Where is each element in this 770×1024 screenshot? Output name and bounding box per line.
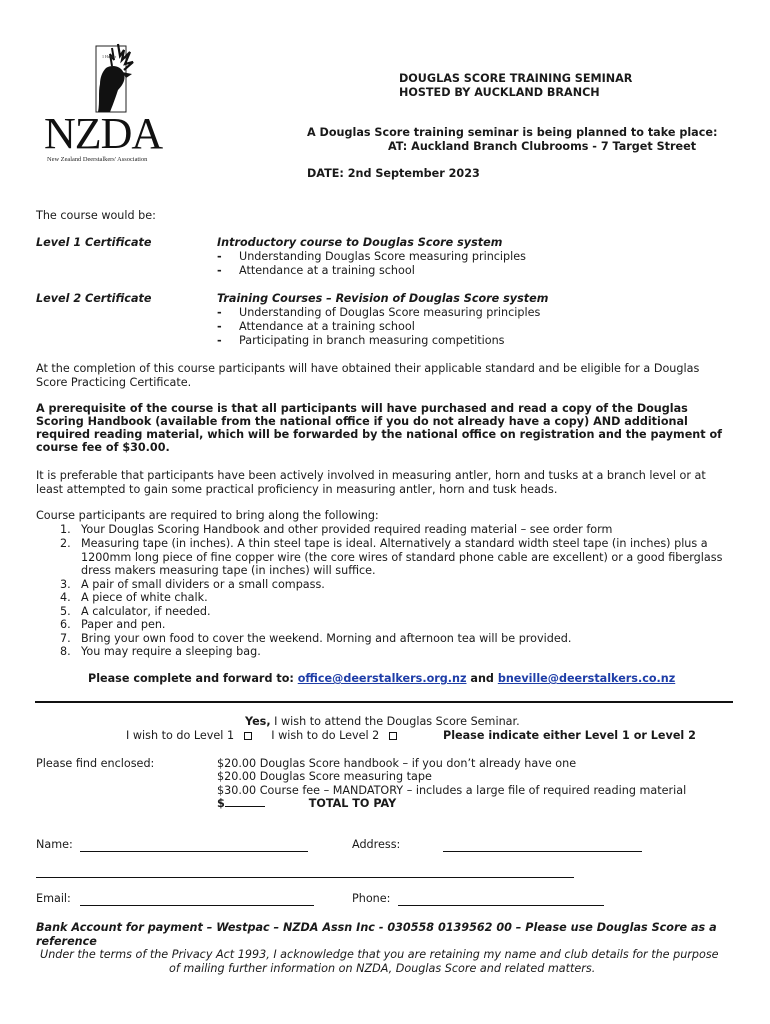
list-item: dress makers measuring tape (in inches) will suffice. <box>81 564 376 577</box>
office-email-link[interactable]: office@deerstalkers.org.nz <box>297 672 467 685</box>
prerequisite-text: course fee of $30.00. <box>36 441 170 454</box>
phone-field[interactable] <box>398 892 604 906</box>
address-label: Address: <box>352 838 401 851</box>
level2-checkbox[interactable] <box>389 732 397 740</box>
list-item: A piece of white chalk. <box>81 591 208 604</box>
level1-label: Level 1 Certificate <box>36 236 152 249</box>
total-line <box>217 797 396 810</box>
prerequisite-text: required reading material, which will be forwarded by the national office on registration and the payment of <box>36 428 723 441</box>
list-item: Bring your own food to cover the weekend. Morning and afternoon tea will be provided. <box>81 632 572 645</box>
list-item: Your Douglas Scoring Handbook and other provided required reading material – see order form <box>81 523 613 536</box>
list-item: Paper and pen. <box>81 618 166 631</box>
completion-text: Score Practicing Certificate. <box>36 376 192 389</box>
seminar-title: DOUGLAS SCORE TRAINING SEMINAR <box>399 72 633 85</box>
list-number: 8. <box>60 645 71 658</box>
forward-instruction <box>88 672 675 685</box>
venue-line: AT: Auckland Branch Clubrooms - 7 Target Street <box>388 140 697 153</box>
total-amount-field[interactable] <box>225 806 265 807</box>
list-item: Measuring tape (in inches). A thin steel tape is ideal. Alternatively a standard width steel tape (in inches) plus a <box>81 537 708 550</box>
nzda-logo <box>40 38 180 168</box>
bank-account-text: reference <box>36 935 97 948</box>
privacy-text: of mailing further information on NZDA, Douglas Score and related matters. <box>169 962 596 975</box>
address-field-line2[interactable] <box>36 864 574 878</box>
level2-point: Attendance at a training school <box>239 320 415 333</box>
yes-text: Yes, <box>245 715 271 728</box>
list-item: You may require a sleeping bag. <box>81 645 261 658</box>
payment-item: $20.00 Douglas Score handbook – if you don’t already have one <box>217 757 577 770</box>
divider <box>35 701 733 703</box>
level1-title: Introductory course to Douglas Score system <box>217 236 503 249</box>
completion-text: At the completion of this course participants will have obtained their applicable standard and be eligible for a Douglas <box>36 362 700 375</box>
level1-choice-label: I wish to do Level 1 <box>126 729 235 742</box>
logo-badge-text: 1 Hunter <box>102 54 117 59</box>
prerequisite-text: A prerequisite of the course is that all participants will have purchased and read a copy of the Douglas <box>36 402 688 415</box>
list-number: 1. <box>60 523 71 536</box>
level2-title: Training Courses – Revision of Douglas Score system <box>217 292 549 305</box>
forward-and: and <box>466 672 498 685</box>
payment-item: $20.00 Douglas Score measuring tape <box>217 770 432 783</box>
list-number: 3. <box>60 578 71 591</box>
total-label: TOTAL TO PAY <box>308 797 397 810</box>
level1-point: Attendance at a training school <box>239 264 415 277</box>
preferable-text: least attempted to gain some practical proficiency in measuring antler, horn and tusk heads. <box>36 483 558 496</box>
bneville-email-link[interactable]: bneville@deerstalkers.co.nz <box>497 672 676 685</box>
list-number: 7. <box>60 632 71 645</box>
phone-label: Phone: <box>352 892 391 905</box>
email-field[interactable] <box>80 892 314 906</box>
bullet-dash: - <box>217 264 222 277</box>
enclosed-label: Please find enclosed: <box>36 757 155 770</box>
name-field[interactable] <box>80 838 308 852</box>
prerequisite-text: Scoring Handbook (available from the national office if you do not already have a copy) AND additional <box>36 415 688 428</box>
level-choice-line <box>126 729 399 742</box>
list-item: 1200mm long piece of fine copper wire (the core wires of standard phone cable are excellent) or a good fiberglass <box>81 551 723 564</box>
preferable-text: It is preferable that participants have been actively involved in measuring antler, horn and tusks at a branch level or at <box>36 469 706 482</box>
bullet-dash: - <box>217 306 222 319</box>
list-number: 6. <box>60 618 71 631</box>
payment-item: $30.00 Course fee – MANDATORY – includes a large file of required reading material <box>217 784 687 797</box>
seminar-host: HOSTED BY AUCKLAND BRANCH <box>399 86 600 99</box>
bank-account-text: Bank Account for payment – Westpac – NZDA Assn Inc - 030558 0139562 00 – Please use Douglas Score as a <box>36 921 717 934</box>
list-number: 5. <box>60 605 71 618</box>
level2-point: Understanding of Douglas Score measuring principles <box>239 306 541 319</box>
bullet-dash: - <box>217 250 222 263</box>
attend-text: I wish to attend the Douglas Score Seminar. <box>270 715 520 728</box>
date-line: DATE: 2nd September 2023 <box>307 167 480 180</box>
list-number: 4. <box>60 591 71 604</box>
address-field[interactable] <box>443 838 642 852</box>
bullet-dash: - <box>217 320 222 333</box>
level2-point: Participating in branch measuring competitions <box>239 334 505 347</box>
intro-line: A Douglas Score training seminar is being planned to take place: <box>307 126 718 139</box>
name-label: Name: <box>36 838 73 851</box>
logo-subtitle: New Zealand Deerstalkers' Association <box>47 156 148 163</box>
email-label: Email: <box>36 892 71 905</box>
logo-wordmark: NZDA <box>44 109 163 158</box>
stag-head-logo-icon <box>40 38 180 118</box>
attend-line <box>245 715 520 728</box>
list-item: A pair of small dividers or a small compass. <box>81 578 325 591</box>
forward-prefix: Please complete and forward to: <box>88 672 298 685</box>
bullet-dash: - <box>217 334 222 347</box>
list-number: 2. <box>60 537 71 550</box>
indicate-level-text: Please indicate either Level 1 or Level 2 <box>443 729 696 742</box>
level2-label: Level 2 Certificate <box>36 292 152 305</box>
bring-intro: Course participants are required to bring along the following: <box>36 509 379 522</box>
privacy-text: Under the terms of the Privacy Act 1993, I acknowledge that you are retaining my name and club details for the purpose <box>40 948 719 961</box>
level1-checkbox[interactable] <box>244 732 252 740</box>
list-item: A calculator, if needed. <box>81 605 211 618</box>
level2-choice-label: I wish to do Level 2 <box>271 729 380 742</box>
course-intro: The course would be: <box>36 209 156 222</box>
level1-point: Understanding Douglas Score measuring principles <box>239 250 526 263</box>
total-dollar: $ <box>217 797 225 810</box>
